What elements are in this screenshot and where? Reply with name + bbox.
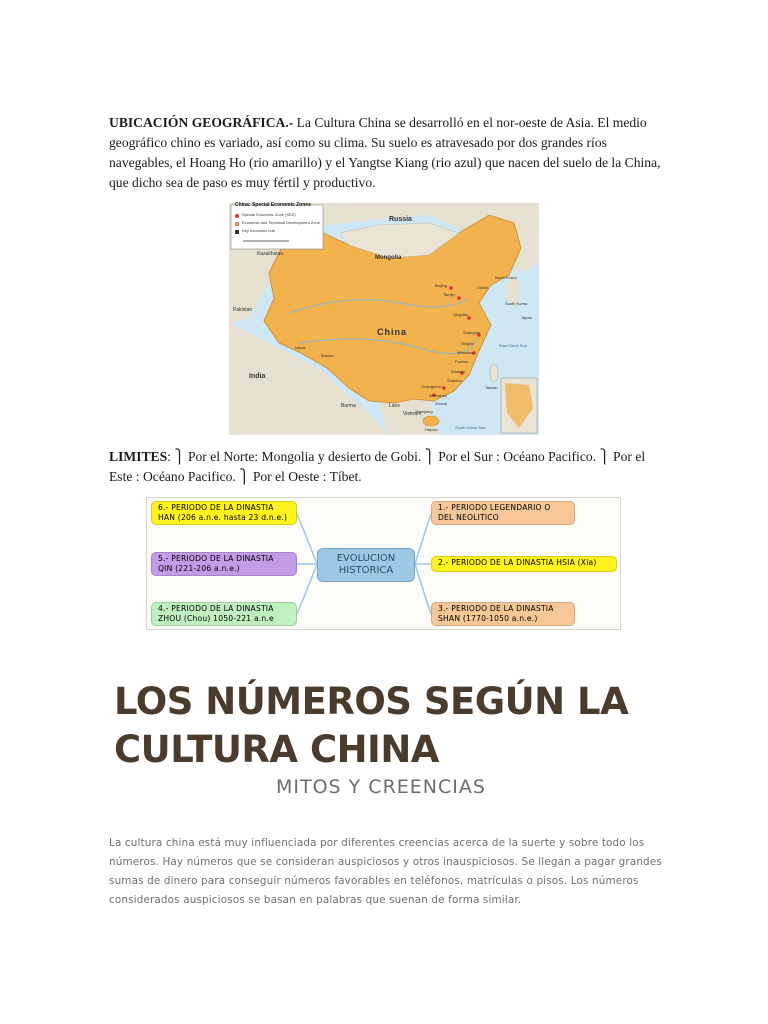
hub-legend-symbol: [235, 230, 239, 234]
period-3-line-1: 3.- PERIODO DE LA DINASTIA: [438, 604, 554, 613]
section-subtitle: MITOS Y CREENCIAS: [276, 776, 486, 798]
city-dot: [442, 386, 446, 390]
period-box-3: [431, 602, 575, 626]
connector-line: [415, 514, 431, 564]
map-legend-etdz: Economic and Technical Development Zone: [242, 220, 320, 225]
period-box-1: [431, 501, 575, 525]
map-title: China: Special Economic Zones: [235, 202, 311, 208]
section-title-line-2: CULTURA CHINA: [114, 728, 439, 771]
map-label-bhutan: Bhutan: [321, 353, 334, 358]
map-label-nepal: Nepal: [295, 345, 306, 350]
map-legend-sez: Special Economic Zone (SEZ): [242, 212, 296, 217]
limites-heading: LIMITES: [109, 449, 168, 464]
section-body-text: La cultura china está muy influenciada por diferentes creencias acerca de la suerte y sobre todo los números. Hay números que se consideran auspiciosos y otros inauspiciosos. Se llegan a pagar grandes sumas de dinero para conseguir números favorables en teléfonos, matrículas o pisos. Los números considerados auspiciosos se basan en palabras que suenan de forma similar.: [109, 837, 662, 906]
map-label-tianjin: Tianjin: [443, 292, 455, 297]
map-label-fuzhou: Fuzhou: [455, 359, 469, 364]
period-3-line-2: SHAN (1770-1050 a.n.e.): [438, 614, 538, 623]
map-label-south-china-sea: South China Sea: [455, 425, 486, 430]
evolucion-historica-diagram: [146, 497, 621, 630]
map-label-zhuhai: Zhuhai: [435, 401, 448, 406]
connector-line: [297, 514, 317, 564]
map-label-south-korea: South Korea: [505, 301, 528, 306]
map-label-taiwan: Taiwan: [485, 385, 498, 390]
sez-legend-symbol: [235, 214, 239, 218]
period-1-line-1: 1.- PERIODO LEGENDARIO O: [438, 503, 551, 512]
period-5-line-2: QIN (221-206 a.n.e.): [158, 564, 240, 573]
evolucion-historica-center: [317, 548, 415, 582]
map-label-dalian: Dalian: [477, 285, 489, 290]
period-6-line-2: HAN (206 a.n.e. hasta 23 d.n.e.): [158, 513, 288, 522]
map-label-zhanjiang: Zhanjiang: [415, 409, 433, 414]
period-2-line-1: 2.- PERIODO DE LA DINASTIA HSIA (Xia): [438, 558, 597, 567]
map-label-xiamen: Xiamen: [451, 369, 465, 374]
period-4-line-2: ZHOU (Chou) 1050-221 a.n.e: [158, 614, 274, 623]
ubicacion-heading: UBICACIÓN GEOGRÁFICA.-: [109, 115, 294, 130]
map-label-ningbo: Ningbo: [461, 341, 474, 346]
period-box-5: [151, 552, 297, 576]
limites-paragraph: [109, 447, 665, 487]
period-box-2: [431, 556, 617, 572]
hainan-island: [423, 416, 439, 426]
period-4-line-1: 4.- PERIODO DE LA DINASTIA: [158, 604, 274, 613]
center-line-1: EVOLUCION: [336, 553, 396, 564]
period-1-line-2: DEL NEOLITICO: [438, 513, 499, 522]
map-label-shantou: Shantou: [447, 378, 462, 383]
map-label-vietnam: Vietnam: [403, 411, 422, 417]
map-label-wenzhou: Wenzhou: [457, 350, 474, 355]
map-label-shenzhen: Shenzhen: [429, 393, 448, 398]
map-label-shanghai: Shanghai: [463, 330, 480, 335]
map-label-pakistan: Pakistan: [233, 307, 253, 313]
section-title-line-1: LOS NÚMEROS SEGÚN LA: [114, 680, 629, 723]
map-label-north-korea: North Korea: [495, 275, 517, 280]
map-legend-hub: Key economic hub: [242, 228, 275, 233]
period-box-4: [151, 602, 297, 626]
period-5-line-1: 5.- PERIODO DE LA DINASTIA: [158, 554, 274, 563]
map-label-east-china-sea: East China Sea: [499, 343, 527, 348]
ubicacion-text: La Cultura China se desarrolló en el nor-oeste de Asia. El medio geográfico chino es variado, así como su clima. Su suelo es atravesado por dos grandes ríos navegables, el Hoang Ho (rio amarillo) y el Yangtse Kiang (rio azul) que nacen del suelo de la China, que dicho sea de paso es muy fértil y productivo.: [109, 115, 661, 190]
taiwan-island: [490, 364, 498, 382]
city-dot: [449, 286, 453, 290]
limites-text: : ⎫ Por el Norte: Mongolia y desierto de Gobi. ⎫ Por el Sur : Océano Pacifico. ⎫ Por el Este : Océano Pacifico. ⎫ Por el Oeste : Tíbet.: [109, 449, 646, 484]
china-map: [229, 203, 539, 435]
connector-line: [297, 564, 317, 614]
map-label-mongolia: Mongolia: [375, 255, 402, 261]
map-label-russia: Russia: [389, 216, 412, 223]
connector-line: [415, 564, 431, 614]
map-label-laos: Laos: [389, 403, 400, 409]
map-label-beijing: Beijing: [435, 283, 448, 288]
map-label-china: China: [377, 327, 408, 337]
etdz-legend-symbol: [235, 222, 239, 226]
period-box-6: [151, 501, 297, 525]
city-dot: [457, 296, 461, 300]
section-title: [114, 678, 714, 774]
map-label-india: India: [249, 373, 266, 380]
map-label-hainan: Hainan: [425, 427, 438, 432]
map-label-guangzhou: Guangzhou: [421, 384, 442, 389]
map-label-kazakhstan: Kazakhstan: [257, 251, 284, 257]
map-label-burma: Burma: [341, 403, 356, 409]
period-6-line-1: 6.- PERIODO DE LA DINASTIA: [158, 503, 274, 512]
ubicacion-paragraph: [109, 113, 665, 193]
center-line-2: HISTORICA: [338, 565, 394, 576]
map-label-qingdao: Qingdao: [453, 312, 469, 317]
map-label-japan: Japan: [521, 315, 532, 320]
